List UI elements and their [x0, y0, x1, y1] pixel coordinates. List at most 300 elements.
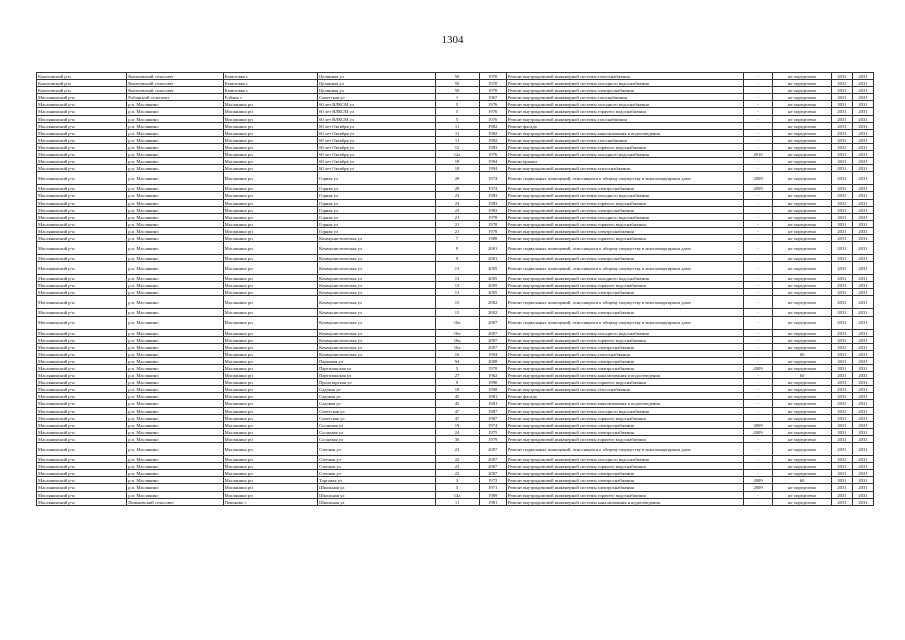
table-row: [37, 165, 874, 172]
locality-cell: Кыштовка с: [223, 80, 317, 87]
locality-cell: Маслянино рп: [223, 463, 317, 470]
end-year-cell: 2031: [852, 143, 873, 150]
district-cell: Маслянинский р-н: [37, 289, 127, 296]
street-cell: Целинная ул: [318, 73, 435, 80]
district-cell: Маслянинский р-н: [37, 108, 127, 115]
district-cell: Маслянинский р-н: [37, 350, 127, 357]
table-row: [37, 456, 874, 463]
locality-cell: Маслянино рп: [223, 386, 317, 393]
work-type-cell: Ремонт внутридомовой инженерной системы холодного водоснабжения: [506, 101, 743, 108]
work-type-cell: Ремонт внутридомовой инженерной системы холодного водоснабжения: [506, 80, 743, 87]
table-row: [37, 428, 874, 435]
year-built-cell: 2008: [479, 357, 506, 364]
street-cell: 60 лет Октября ул: [318, 122, 435, 129]
street-cell: Горная ул: [318, 220, 435, 227]
work-type-cell: Ремонт внутридомовой инженерной системы горячего водоснабжения: [506, 336, 743, 343]
municipality-cell: р.п. Маслянино: [127, 316, 223, 329]
last-repair-year-cell: -: [743, 407, 772, 414]
municipality-cell: Пеньковский сельсовет: [127, 498, 223, 505]
end-year-cell: 2031: [852, 151, 873, 158]
last-repair-year-cell: -: [743, 87, 772, 94]
municipality-cell: р.п. Маслянино: [127, 165, 223, 172]
district-cell: Маслянинский р-н: [37, 309, 127, 316]
table-row: [37, 343, 874, 350]
work-type-cell: Ремонт внутридомовой инженерной системы электроснабжения: [506, 470, 743, 477]
work-type-cell: Ремонт внутридомовой инженерной системы горячего водоснабжения: [506, 414, 743, 421]
year-built-cell: 1976: [479, 108, 506, 115]
district-cell: Кыштовский р-н: [37, 73, 127, 80]
district-cell: Маслянинский р-н: [37, 393, 127, 400]
work-type-cell: Ремонт внутридомовой инженерной системы горячего водоснабжения: [506, 463, 743, 470]
year-built-cell: 1983: [479, 143, 506, 150]
district-cell: Маслянинский р-н: [37, 421, 127, 428]
last-repair-year-cell: 2009: [743, 185, 772, 192]
end-year-cell: 2031: [852, 255, 873, 262]
table-row: [37, 213, 874, 220]
house-number-cell: 13: [435, 289, 479, 296]
start-year-cell: 2031: [831, 316, 852, 329]
work-type-cell: Ремонт внутридомовой инженерной системы газоснабжения: [506, 115, 743, 122]
start-year-cell: 2031: [831, 172, 852, 185]
house-number-cell: 16: [435, 350, 479, 357]
cost-cell: не определено: [773, 206, 832, 213]
table-row: [37, 296, 874, 309]
district-cell: Маслянинский р-н: [37, 336, 127, 343]
district-cell: Маслянинский р-н: [37, 151, 127, 158]
last-repair-year-cell: -: [743, 242, 772, 255]
district-cell: Маслянинский р-н: [37, 255, 127, 262]
year-built-cell: 2005: [479, 282, 506, 289]
house-number-cell: 3: [435, 477, 479, 484]
street-cell: Горная ул: [318, 213, 435, 220]
end-year-cell: 2031: [852, 456, 873, 463]
year-built-cell: 1976: [479, 151, 506, 158]
start-year-cell: 2031: [831, 456, 852, 463]
work-type-cell: Ремонт внутридомовой инженерной системы горячего водоснабжения: [506, 108, 743, 115]
start-year-cell: 2031: [831, 296, 852, 309]
page-number: 1304: [441, 34, 464, 46]
work-type-cell: Ремонт внутридомовой инженерной системы канализования и водоотведения: [506, 498, 743, 505]
table-row: [37, 115, 874, 122]
work-type-cell: Ремонт внутридомовой инженерной системы электроснабжения: [506, 343, 743, 350]
house-number-cell: 5: [435, 484, 479, 491]
cost-cell: не определено: [773, 122, 832, 129]
cost-cell: не определено: [773, 151, 832, 158]
last-repair-year-cell: -: [743, 122, 772, 129]
last-repair-year-cell: -: [743, 143, 772, 150]
cost-cell: не определено: [773, 199, 832, 206]
locality-cell: Маслянино рп: [223, 428, 317, 435]
district-cell: Маслянинский р-н: [37, 199, 127, 206]
table-row: [37, 386, 874, 393]
street-cell: 60 лет Октября ул: [318, 136, 435, 143]
year-built-cell: 1994: [479, 158, 506, 165]
house-number-cell: 21: [435, 213, 479, 220]
work-type-cell: Ремонт фасада: [506, 393, 743, 400]
street-cell: Коммунистическая ул: [318, 296, 435, 309]
municipality-cell: р.п. Маслянино: [127, 435, 223, 442]
year-built-cell: 1978: [479, 213, 506, 220]
work-type-cell: Ремонт внутридомовой инженерной системы горячего водоснабжения: [506, 234, 743, 241]
municipality-cell: р.п. Маслянино: [127, 172, 223, 185]
cost-cell: 60: [773, 477, 832, 484]
municipality-cell: р.п. Маслянино: [127, 357, 223, 364]
street-cell: Парковая ул: [318, 357, 435, 364]
house-number-cell: 24: [435, 428, 479, 435]
start-year-cell: 2031: [831, 255, 852, 262]
year-built-cell: 2005: [479, 275, 506, 282]
last-repair-year-cell: -: [743, 309, 772, 316]
district-cell: Кыштовский р-н: [37, 80, 127, 87]
table-row: [37, 143, 874, 150]
municipality-cell: р.п. Маслянино: [127, 343, 223, 350]
street-cell: Школьная ул: [318, 491, 435, 498]
work-type-cell: Ремонт внутридомовой инженерной системы холодного водоснабжения: [506, 407, 743, 414]
district-cell: Маслянинский р-н: [37, 484, 127, 491]
end-year-cell: 2031: [852, 136, 873, 143]
cost-cell: не определено: [773, 296, 832, 309]
start-year-cell: 2031: [831, 443, 852, 456]
house-number-cell: 28: [435, 185, 479, 192]
table-row: [37, 414, 874, 421]
municipality-cell: р.п. Маслянино: [127, 206, 223, 213]
cost-cell: не определено: [773, 73, 832, 80]
work-type-cell: Ремонт внутридомовой инженерной системы теплоснабжения: [506, 73, 743, 80]
table-row: [37, 329, 874, 336]
work-type-cell: Ремонт внутридомовой инженерной системы электроснабжения: [506, 477, 743, 484]
start-year-cell: 2031: [831, 136, 852, 143]
last-repair-year-cell: -: [743, 296, 772, 309]
house-number-cell: 21: [435, 220, 479, 227]
district-cell: Маслянинский р-н: [37, 470, 127, 477]
locality-cell: Маслянино рп: [223, 122, 317, 129]
end-year-cell: 2031: [852, 199, 873, 206]
year-built-cell: 1974: [479, 421, 506, 428]
street-cell: Коммунистическая ул: [318, 289, 435, 296]
work-type-cell: Ремонт внутридомовой инженерной системы электроснабжения: [506, 289, 743, 296]
locality-cell: Маслянино рп: [223, 172, 317, 185]
cost-cell: не определено: [773, 234, 832, 241]
street-cell: Коммунистическая ул: [318, 234, 435, 241]
last-repair-year-cell: 2010: [743, 151, 772, 158]
locality-cell: Маслянино рп: [223, 255, 317, 262]
start-year-cell: 2031: [831, 94, 852, 101]
table-row: [37, 421, 874, 428]
house-number-cell: 22: [435, 456, 479, 463]
district-cell: Маслянинский р-н: [37, 343, 127, 350]
district-cell: Маслянинский р-н: [37, 491, 127, 498]
street-cell: Школьная ул: [318, 498, 435, 505]
municipality-cell: р.п. Маслянино: [127, 262, 223, 275]
house-number-cell: 50: [435, 73, 479, 80]
locality-cell: Маслянино рп: [223, 136, 317, 143]
district-cell: Маслянинский р-н: [37, 357, 127, 364]
district-cell: Маслянинский р-н: [37, 136, 127, 143]
house-number-cell: 27: [435, 372, 479, 379]
street-cell: Партизанская ул: [318, 365, 435, 372]
street-cell: Коммунистическая ул: [318, 309, 435, 316]
municipality-cell: р.п. Маслянино: [127, 336, 223, 343]
municipality-cell: р.п. Маслянино: [127, 296, 223, 309]
work-type-cell: Ремонт внутридомовой инженерной системы электроснабжения: [506, 357, 743, 364]
house-number-cell: 13: [435, 262, 479, 275]
last-repair-year-cell: -: [743, 255, 772, 262]
district-cell: Маслянинский р-н: [37, 262, 127, 275]
table-row: [37, 407, 874, 414]
house-number-cell: 18: [435, 165, 479, 172]
locality-cell: Маслянино рп: [223, 491, 317, 498]
cost-cell: не определено: [773, 185, 832, 192]
end-year-cell: 2031: [852, 227, 873, 234]
municipality-cell: р.п. Маслянино: [127, 129, 223, 136]
table-row: [37, 199, 874, 206]
work-type-cell: Ремонт внутридомовой инженерной системы горячего водоснабжения: [506, 379, 743, 386]
municipality-cell: р.п. Маслянино: [127, 309, 223, 316]
locality-cell: Маслянино рп: [223, 206, 317, 213]
district-cell: Маслянинский р-н: [37, 372, 127, 379]
start-year-cell: 2031: [831, 275, 852, 282]
house-number-cell: 1: [435, 94, 479, 101]
last-repair-year-cell: 2009: [743, 477, 772, 484]
municipality-cell: р.п. Маслянино: [127, 400, 223, 407]
locality-cell: Кыштовка с: [223, 87, 317, 94]
cost-cell: не определено: [773, 115, 832, 122]
district-cell: Маслянинский р-н: [37, 498, 127, 505]
end-year-cell: 2031: [852, 73, 873, 80]
cost-cell: не определено: [773, 386, 832, 393]
street-cell: Сосновая ул: [318, 428, 435, 435]
end-year-cell: 2031: [852, 343, 873, 350]
start-year-cell: 2031: [831, 484, 852, 491]
year-built-cell: 1974: [479, 185, 506, 192]
locality-cell: Маслянино рп: [223, 108, 317, 115]
last-repair-year-cell: -: [743, 336, 772, 343]
street-cell: Сосновая ул: [318, 435, 435, 442]
house-number-cell: 23: [435, 206, 479, 213]
year-built-cell: 1987: [479, 414, 506, 421]
last-repair-year-cell: -: [743, 73, 772, 80]
last-repair-year-cell: -: [743, 357, 772, 364]
year-built-cell: 1970: [479, 80, 506, 87]
work-type-cell: Ремонт внутридомовой инженерной системы канализования и водоотведения: [506, 129, 743, 136]
house-number-cell: 12: [435, 143, 479, 150]
last-repair-year-cell: -: [743, 443, 772, 456]
municipality-cell: р.п. Маслянино: [127, 275, 223, 282]
work-type-cell: Ремонт внутридомовой инженерной системы электроснабжения: [506, 428, 743, 435]
year-built-cell: 1970: [479, 87, 506, 94]
district-cell: Маслянинский р-н: [37, 386, 127, 393]
year-built-cell: 2002: [479, 296, 506, 309]
district-cell: Маслянинский р-н: [37, 227, 127, 234]
district-cell: Кыштовский р-н: [37, 87, 127, 94]
street-cell: Коммунистическая ул: [318, 350, 435, 357]
table-row: [37, 73, 874, 80]
end-year-cell: 2031: [852, 206, 873, 213]
last-repair-year-cell: -: [743, 435, 772, 442]
last-repair-year-cell: -: [743, 136, 772, 143]
house-number-cell: 11: [435, 129, 479, 136]
street-cell: Коммунистическая ул: [318, 343, 435, 350]
municipality-cell: р.п. Маслянино: [127, 421, 223, 428]
cost-cell: не определено: [773, 192, 832, 199]
start-year-cell: 2031: [831, 220, 852, 227]
end-year-cell: 2031: [852, 289, 873, 296]
work-type-cell: Ремонт внутридомовой инженерной системы холодного водоснабжения: [506, 151, 743, 158]
locality-cell: Маслянино рп: [223, 414, 317, 421]
locality-cell: Маслянино рп: [223, 443, 317, 456]
end-year-cell: 2031: [852, 350, 873, 357]
start-year-cell: 2031: [831, 185, 852, 192]
work-type-cell: Ремонт внутридомовой инженерной системы горячего водоснабжения: [506, 220, 743, 227]
cost-cell: не определено: [773, 400, 832, 407]
last-repair-year-cell: -: [743, 213, 772, 220]
table-row: [37, 220, 874, 227]
municipality-cell: Елбанский сельсовет: [127, 94, 223, 101]
municipality-cell: р.п. Маслянино: [127, 115, 223, 122]
cost-cell: не определено: [773, 343, 832, 350]
year-built-cell: 1988: [479, 234, 506, 241]
cost-cell: не определено: [773, 407, 832, 414]
table-row: [37, 470, 874, 477]
locality-cell: Маслянино рп: [223, 101, 317, 108]
work-type-cell: Ремонт внутридомовой инженерной системы холодного водоснабжения: [506, 329, 743, 336]
last-repair-year-cell: -: [743, 115, 772, 122]
locality-cell: Маслянино рп: [223, 470, 317, 477]
table-row: [37, 400, 874, 407]
cost-cell: не определено: [773, 428, 832, 435]
locality-cell: Елбань с: [223, 94, 317, 101]
district-cell: Маслянинский р-н: [37, 129, 127, 136]
street-cell: Горная ул: [318, 185, 435, 192]
end-year-cell: 2031: [852, 498, 873, 505]
end-year-cell: 2031: [852, 262, 873, 275]
table-row: [37, 262, 874, 275]
last-repair-year-cell: -: [743, 94, 772, 101]
end-year-cell: 2031: [852, 491, 873, 498]
street-cell: Коммунистическая ул: [318, 316, 435, 329]
year-built-cell: 2007: [479, 443, 506, 456]
district-cell: Маслянинский р-н: [37, 463, 127, 470]
year-built-cell: 1971: [479, 484, 506, 491]
district-cell: Маслянинский р-н: [37, 407, 127, 414]
start-year-cell: 2031: [831, 428, 852, 435]
year-built-cell: 2007: [479, 463, 506, 470]
year-built-cell: 1994: [479, 350, 506, 357]
year-built-cell: 1981: [479, 393, 506, 400]
last-repair-year-cell: -: [743, 372, 772, 379]
start-year-cell: 2031: [831, 309, 852, 316]
end-year-cell: 2031: [852, 414, 873, 421]
year-built-cell: 1987: [479, 407, 506, 414]
work-type-cell: Ремонт подвальных помещений, относящихся к общему имуществу в многоквартирном доме: [506, 316, 743, 329]
year-built-cell: 1982: [479, 122, 506, 129]
locality-cell: Маслянино рп: [223, 309, 317, 316]
house-number-cell: 22: [435, 470, 479, 477]
cost-cell: не определено: [773, 498, 832, 505]
district-cell: Маслянинский р-н: [37, 172, 127, 185]
municipality-cell: р.п. Маслянино: [127, 234, 223, 241]
district-cell: Маслянинский р-н: [37, 443, 127, 456]
district-cell: Маслянинский р-н: [37, 143, 127, 150]
table-row: [37, 172, 874, 185]
last-repair-year-cell: -: [743, 165, 772, 172]
work-type-cell: Ремонт внутридомовой инженерной системы электроснабжения: [506, 421, 743, 428]
cost-cell: не определено: [773, 289, 832, 296]
work-type-cell: Ремонт внутридомовой инженерной системы холодного водоснабжения: [506, 192, 743, 199]
street-cell: Степная ул: [318, 470, 435, 477]
work-type-cell: Ремонт внутридомовой инженерной системы холодного водоснабжения: [506, 213, 743, 220]
district-cell: Маслянинский р-н: [37, 477, 127, 484]
year-built-cell: 1976: [479, 115, 506, 122]
registry-body: [37, 73, 874, 506]
start-year-cell: 2031: [831, 165, 852, 172]
district-cell: Маслянинский р-н: [37, 329, 127, 336]
end-year-cell: 2031: [852, 379, 873, 386]
cost-cell: не определено: [773, 491, 832, 498]
municipality-cell: р.п. Маслянино: [127, 255, 223, 262]
cost-cell: не определено: [773, 309, 832, 316]
locality-cell: Маслянино рп: [223, 421, 317, 428]
municipality-cell: р.п. Маслянино: [127, 242, 223, 255]
street-cell: Коммунистическая ул: [318, 282, 435, 289]
street-cell: Сосновая ул: [318, 421, 435, 428]
street-cell: Советская ул: [318, 407, 435, 414]
locality-cell: Маслянино рп: [223, 435, 317, 442]
last-repair-year-cell: -: [743, 393, 772, 400]
municipality-cell: р.п. Маслянино: [127, 484, 223, 491]
work-type-cell: Ремонт внутридомовой инженерной системы теплоснабжения: [506, 165, 743, 172]
start-year-cell: 2031: [831, 262, 852, 275]
work-type-cell: Ремонт внутридомовой инженерной системы электроснабжения: [506, 227, 743, 234]
house-number-cell: 16а: [435, 316, 479, 329]
year-built-cell: 1982: [479, 129, 506, 136]
end-year-cell: 2031: [852, 316, 873, 329]
end-year-cell: 2031: [852, 309, 873, 316]
cost-cell: не определено: [773, 336, 832, 343]
table-row: [37, 477, 874, 484]
municipality-cell: р.п. Маслянино: [127, 477, 223, 484]
table-row: [37, 357, 874, 364]
table-row: [37, 463, 874, 470]
year-built-cell: 2007: [479, 470, 506, 477]
cost-cell: 60: [773, 350, 832, 357]
work-type-cell: Ремонт подвальных помещений, относящихся к общему имуществу в многоквартирном доме: [506, 262, 743, 275]
end-year-cell: 2031: [852, 220, 873, 227]
year-built-cell: 2002: [479, 309, 506, 316]
cost-cell: не определено: [773, 143, 832, 150]
start-year-cell: 2031: [831, 87, 852, 94]
house-number-cell: 14а: [435, 491, 479, 498]
cost-cell: не определено: [773, 357, 832, 364]
last-repair-year-cell: -: [743, 282, 772, 289]
year-built-cell: 1981: [479, 400, 506, 407]
cost-cell: не определено: [773, 456, 832, 463]
street-cell: 60 лет Октября ул: [318, 158, 435, 165]
house-number-cell: 47: [435, 407, 479, 414]
cost-cell: не определено: [773, 463, 832, 470]
locality-cell: Маслянино рп: [223, 393, 317, 400]
year-built-cell: 2005: [479, 289, 506, 296]
municipality-cell: р.п. Маслянино: [127, 365, 223, 372]
last-repair-year-cell: -: [743, 206, 772, 213]
street-cell: Коммунистическая ул: [318, 262, 435, 275]
last-repair-year-cell: -: [743, 234, 772, 241]
municipality-cell: р.п. Маслянино: [127, 470, 223, 477]
start-year-cell: 2031: [831, 108, 852, 115]
house-number-cell: 18: [435, 158, 479, 165]
district-cell: Маслянинский р-н: [37, 213, 127, 220]
locality-cell: Маслянино рп: [223, 242, 317, 255]
